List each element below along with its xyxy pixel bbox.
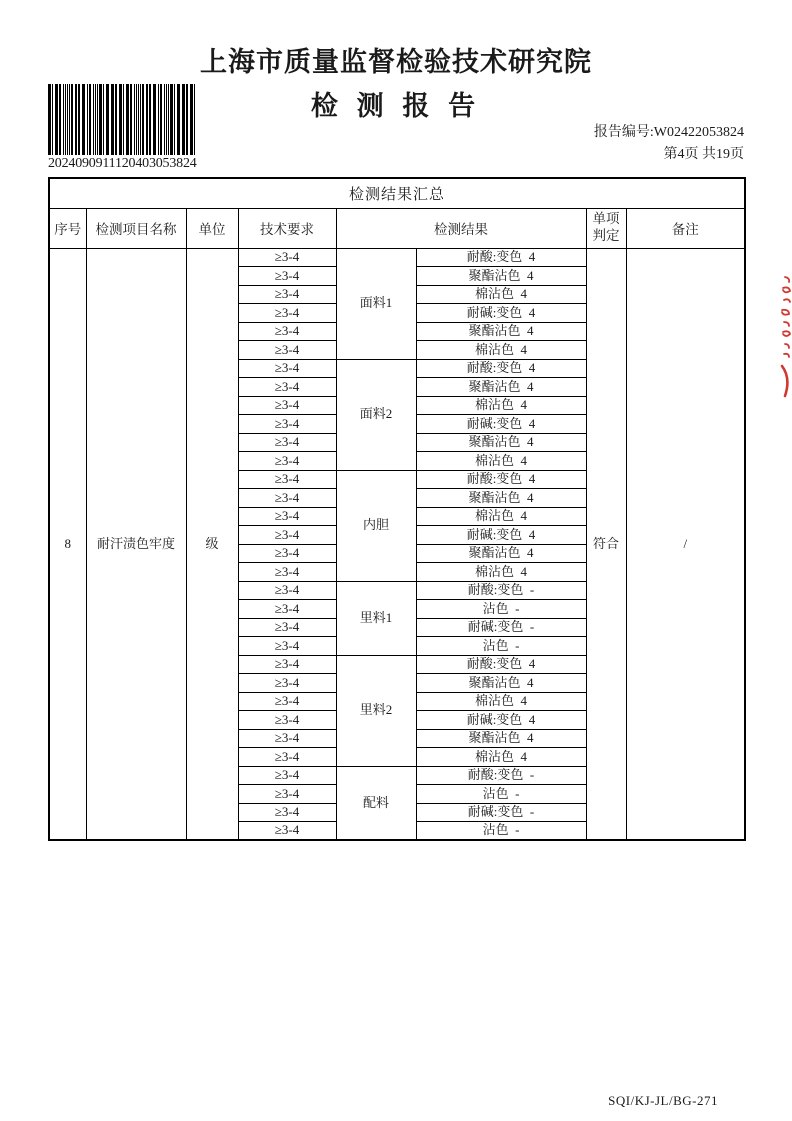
unit-cell: 级 [186,248,238,840]
requirement-cell: ≥3-4 [238,433,336,452]
institute-title: 上海市质量监督检验技术研究院 [200,47,592,77]
requirement-cell: ≥3-4 [238,378,336,397]
header-result: 检测结果 [336,208,586,248]
barcode-number: 2024090911120403053824 [48,156,197,171]
header-seq: 序号 [49,208,86,248]
result-cell: 棉沾色 4 [416,285,586,304]
report-number: 报告编号:W02422053824 [593,125,744,140]
result-cell: 聚酯沾色 4 [416,544,586,563]
header-remark: 备注 [626,208,745,248]
requirement-cell: ≥3-4 [238,415,336,434]
requirement-cell: ≥3-4 [238,507,336,526]
result-cell: 聚酯沾色 4 [416,267,586,286]
result-cell: 耐碱:变色 4 [416,711,586,730]
header-judgment-line2: 判定 [592,228,620,243]
result-cell: 耐酸:变色 4 [416,248,586,267]
result-cell: 沾色 - [416,785,586,804]
requirement-cell: ≥3-4 [238,674,336,693]
result-cell: 耐碱:变色 4 [416,304,586,323]
result-cell: 棉沾色 4 [416,692,586,711]
result-cell: 耐酸:变色 - [416,581,586,600]
requirement-cell: ≥3-4 [238,341,336,360]
requirement-cell: ≥3-4 [238,267,336,286]
group-label-cell: 配料 [336,766,416,840]
requirement-cell: ≥3-4 [238,785,336,804]
requirement-cell: ≥3-4 [238,563,336,582]
result-cell: 聚酯沾色 4 [416,322,586,341]
result-cell: 聚酯沾色 4 [416,378,586,397]
requirement-cell: ≥3-4 [238,637,336,656]
header-item-name: 检测项目名称 [86,208,186,248]
stamp-fragment-icon [770,272,792,398]
table-title-row [49,178,745,208]
requirement-cell: ≥3-4 [238,655,336,674]
item-name-cell: 耐汗渍色牢度 [86,248,186,840]
header-judgment-line1: 单项 [592,211,620,227]
result-cell: 棉沾色 4 [416,507,586,526]
result-cell: 耐碱:变色 4 [416,526,586,545]
requirement-cell: ≥3-4 [238,729,336,748]
requirement-cell: ≥3-4 [238,248,336,267]
result-cell: 耐碱:变色 - [416,803,586,822]
result-cell: 沾色 - [416,822,586,841]
requirement-cell: ≥3-4 [238,396,336,415]
table-title: 检测结果汇总 [49,178,745,208]
group-label-cell: 内胆 [336,470,416,581]
result-cell: 棉沾色 4 [416,748,586,767]
header-requirement: 技术要求 [238,208,336,248]
results-tbody [49,248,745,840]
requirement-cell: ≥3-4 [238,452,336,471]
result-cell: 棉沾色 4 [416,563,586,582]
result-cell: 棉沾色 4 [416,452,586,471]
requirement-cell: ≥3-4 [238,711,336,730]
result-cell: 耐酸:变色 4 [416,359,586,378]
requirement-cell: ≥3-4 [238,526,336,545]
result-cell: 沾色 - [416,637,586,656]
requirement-cell: ≥3-4 [238,600,336,619]
judgment-cell: 符合 [586,248,626,840]
requirement-cell: ≥3-4 [238,489,336,508]
result-cell: 聚酯沾色 4 [416,729,586,748]
result-cell: 聚酯沾色 4 [416,433,586,452]
seq-cell: 8 [49,248,86,840]
remark-cell: / [626,248,745,840]
header-judgment [586,208,626,248]
table-header-row [49,208,745,248]
result-cell: 耐碱:变色 4 [416,415,586,434]
requirement-cell: ≥3-4 [238,748,336,767]
result-cell: 耐酸:变色 - [416,766,586,785]
requirement-cell: ≥3-4 [238,803,336,822]
requirement-cell: ≥3-4 [238,304,336,323]
requirement-cell: ≥3-4 [238,322,336,341]
requirement-cell: ≥3-4 [238,359,336,378]
page-indicator: 第4页 共19页 [663,147,744,162]
requirement-cell: ≥3-4 [238,692,336,711]
result-cell: 沾色 - [416,600,586,619]
result-row [49,248,745,267]
requirement-cell: ≥3-4 [238,822,336,841]
result-cell: 聚酯沾色 4 [416,489,586,508]
header-unit: 单位 [186,208,238,248]
barcode-image [48,84,200,155]
group-label-cell: 里料2 [336,655,416,766]
requirement-cell: ≥3-4 [238,470,336,489]
requirement-cell: ≥3-4 [238,618,336,637]
result-cell: 棉沾色 4 [416,341,586,360]
requirement-cell: ≥3-4 [238,285,336,304]
group-label-cell: 里料1 [336,581,416,655]
group-label-cell: 面料1 [336,248,416,359]
results-table [48,177,746,841]
requirement-cell: ≥3-4 [238,544,336,563]
requirement-cell: ≥3-4 [238,581,336,600]
result-cell: 耐酸:变色 4 [416,470,586,489]
result-cell: 耐酸:变色 4 [416,655,586,674]
group-label-cell: 面料2 [336,359,416,470]
report-title: 检 测 报 告 [310,91,482,121]
footer-document-code: SQI/KJ-JL/BG-271 [608,1093,718,1108]
result-cell: 聚酯沾色 4 [416,674,586,693]
result-cell: 棉沾色 4 [416,396,586,415]
result-cell: 耐碱:变色 - [416,618,586,637]
requirement-cell: ≥3-4 [238,766,336,785]
